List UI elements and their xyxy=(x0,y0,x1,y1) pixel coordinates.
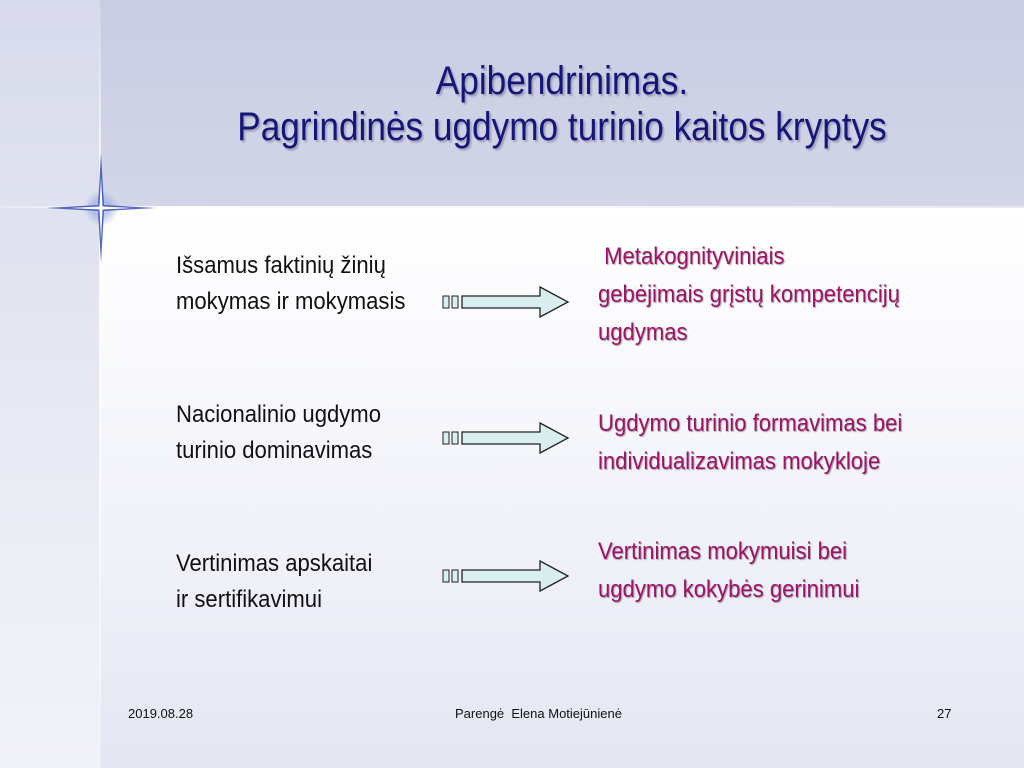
source-item-1-line-1: Išsamus faktinių žinių xyxy=(176,252,386,279)
vertical-accent-line xyxy=(99,0,101,768)
target-item-2-line-2: individualizavimas mokykloje xyxy=(598,448,881,475)
target-item-1 xyxy=(598,238,900,352)
left-band xyxy=(0,0,100,768)
right-arrow-icon xyxy=(442,421,572,455)
title-line-1: Apibendrinimas. xyxy=(435,59,689,103)
target-item-1-line-1: Metakognityviniais xyxy=(598,243,785,270)
target-item-1-line-3: ugdymas xyxy=(598,319,688,346)
sparkle-star-icon xyxy=(40,147,162,269)
source-item-3-line-2: ir sertifikavimui xyxy=(176,586,322,613)
source-item-2-line-2: turinio dominavimas xyxy=(176,437,373,464)
target-item-2 xyxy=(598,405,902,481)
right-arrow-icon xyxy=(442,285,572,319)
right-arrow-icon xyxy=(442,559,572,593)
target-item-3 xyxy=(598,533,859,609)
footer-page-number: 27 xyxy=(937,706,952,721)
target-item-1-line-2: gebėjimais grįstų kompetencijų xyxy=(598,281,900,308)
source-item-1 xyxy=(176,248,405,320)
title-line-2: Pagrindinės ugdymo turinio kaitos kryptys xyxy=(237,105,887,149)
target-item-3-line-2: ugdymo kokybės gerinimui xyxy=(598,576,860,603)
source-item-3-line-1: Vertinimas apskaitai xyxy=(176,550,373,577)
source-item-2 xyxy=(176,397,381,469)
source-item-1-line-2: mokymas ir mokymasis xyxy=(176,288,406,315)
source-item-3 xyxy=(176,546,372,618)
target-item-3-line-1: Vertinimas mokymuisi bei xyxy=(598,538,848,565)
slide-title xyxy=(155,58,968,150)
source-item-2-line-1: Nacionalinio ugdymo xyxy=(176,401,381,428)
footer-author: Parengė Elena Motiejūnienė xyxy=(455,706,622,721)
footer-date: 2019.08.28 xyxy=(128,706,194,721)
target-item-2-line-1: Ugdymo turinio formavimas bei xyxy=(598,410,903,437)
